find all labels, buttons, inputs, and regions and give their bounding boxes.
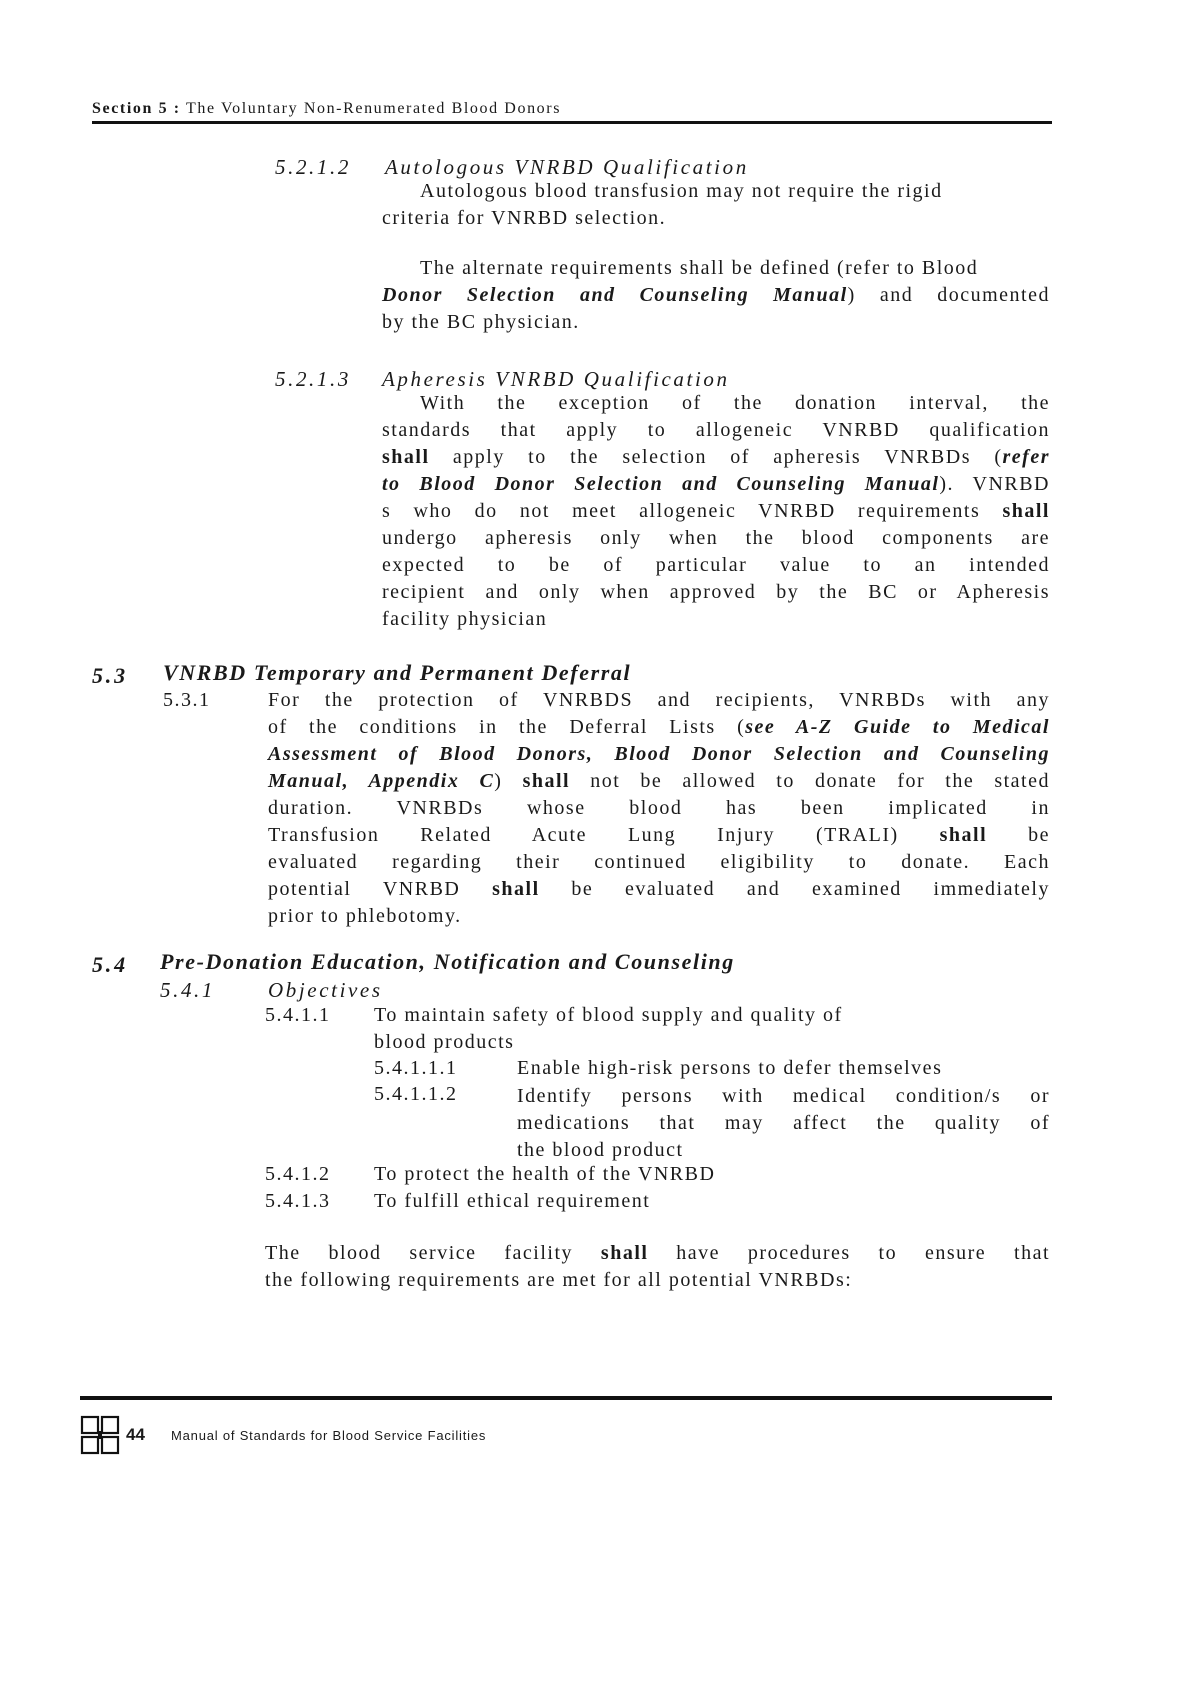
text-line: s who do not meet allogeneic VNRBD requirements shall <box>382 500 1050 522</box>
text-line: the blood product <box>517 1139 684 1161</box>
header-section-label: Section 5 : <box>92 100 181 117</box>
text-line: Manual, Appendix C) shall not be allowed to donate for the stated <box>268 770 1050 792</box>
subsection-number: 5.2.1.3 <box>275 367 351 391</box>
subsection-title: Autologous VNRBD Qualification <box>385 155 749 179</box>
item-number: 5.4.1.3 <box>265 1190 331 1212</box>
text-line: Identify persons with medical condition/s or <box>517 1085 1050 1107</box>
header-rule <box>92 121 1052 124</box>
autologous-paragraph <box>382 178 1050 232</box>
item-text: blood products <box>374 1031 515 1053</box>
text-line: undergo apheresis only when the blood components are <box>382 527 1050 549</box>
text-line: to Blood Donor Selection and Counseling Manual). VNRBD <box>382 473 1051 495</box>
manual-logo-icon <box>80 1415 120 1455</box>
text-line: Donor Selection and Counseling Manual) and documented <box>382 284 1050 306</box>
page-number: 44 <box>126 1425 145 1444</box>
text-line: For the protection of VNRBDS and recipients, VNRBDs with any <box>268 689 1050 711</box>
subitem-text: Enable high-risk persons to defer themselves <box>517 1057 943 1079</box>
text-line: The blood service facility shall have procedures to ensure that <box>265 1242 1051 1264</box>
subsection-number: 5.3.1 <box>163 689 211 711</box>
text-line: Assessment of Blood Donors, Blood Donor Selection and Counseling <box>268 743 1050 765</box>
text-line: by the BC physician. <box>382 311 580 333</box>
text-line: potential VNRBD shall be evaluated and examined immediately <box>268 878 1050 900</box>
text-line: criteria for VNRBD selection. <box>382 207 667 229</box>
text-line: the following requirements are met for all potential VNRBDs: <box>265 1269 853 1291</box>
text-line: standards that apply to allogeneic VNRBD qualification <box>382 419 1050 441</box>
text-line: Transfusion Related Acute Lung Injury (TRALI) shall be <box>268 824 1050 846</box>
subsection-number: 5.4.1 <box>160 978 215 1002</box>
deferral-paragraph <box>268 687 1050 930</box>
subitem-number: 5.4.1.1.1 <box>374 1057 458 1079</box>
subitem-paragraph <box>517 1083 1050 1164</box>
text-line: facility physician <box>382 608 548 630</box>
apheresis-paragraph <box>382 390 1050 633</box>
item-text: To fulfill ethical requirement <box>374 1190 651 1212</box>
text-line: expected to be of particular value to an intended <box>382 554 1050 576</box>
text-line: shall apply to the selection of apheresis VNRBDs (refer <box>382 446 1050 468</box>
subitem-number: 5.4.1.1.2 <box>374 1083 458 1105</box>
text-line: of the conditions in the Deferral Lists (see A-Z Guide to Medical <box>268 716 1050 738</box>
text-line: evaluated regarding their continued eligibility to donate. Each <box>268 851 1050 873</box>
text-line: prior to phlebotomy. <box>268 905 462 927</box>
item-number: 5.4.1.2 <box>265 1163 331 1185</box>
section-title: VNRBD Temporary and Permanent Deferral <box>163 660 632 685</box>
alternate-requirements-paragraph <box>382 255 1050 336</box>
section-number: 5.3 <box>92 663 128 688</box>
text-line: The alternate requirements shall be defined (refer to Blood <box>420 257 979 279</box>
text-line: medications that may affect the quality of <box>517 1112 1050 1134</box>
subsection-number: 5.2.1.2 <box>275 155 351 179</box>
closing-paragraph <box>265 1240 1050 1294</box>
subsection-title: Objectives <box>268 978 383 1002</box>
item-text: To protect the health of the VNRBD <box>374 1163 716 1185</box>
section-number: 5.4 <box>92 952 128 977</box>
header-section-title: The Voluntary Non-Renumerated Blood Donors <box>186 100 562 117</box>
item-text: To maintain safety of blood supply and quality of <box>374 1004 843 1026</box>
text-line: Autologous blood transfusion may not require the rigid <box>420 180 943 202</box>
text-line: duration. VNRBDs whose blood has been implicated in <box>268 797 1050 819</box>
footer-rule <box>80 1396 1052 1400</box>
running-header <box>92 100 561 118</box>
text-line: With the exception of the donation interval, the <box>420 392 1050 414</box>
subsection-title: Apheresis VNRBD Qualification <box>382 367 730 391</box>
text-line: recipient and only when approved by the BC or Apheresis <box>382 581 1050 603</box>
section-title: Pre-Donation Education, Notification and Counseling <box>160 949 735 974</box>
footer-title: Manual of Standards for Blood Service Facilities <box>171 1428 487 1443</box>
item-number: 5.4.1.1 <box>265 1004 331 1026</box>
